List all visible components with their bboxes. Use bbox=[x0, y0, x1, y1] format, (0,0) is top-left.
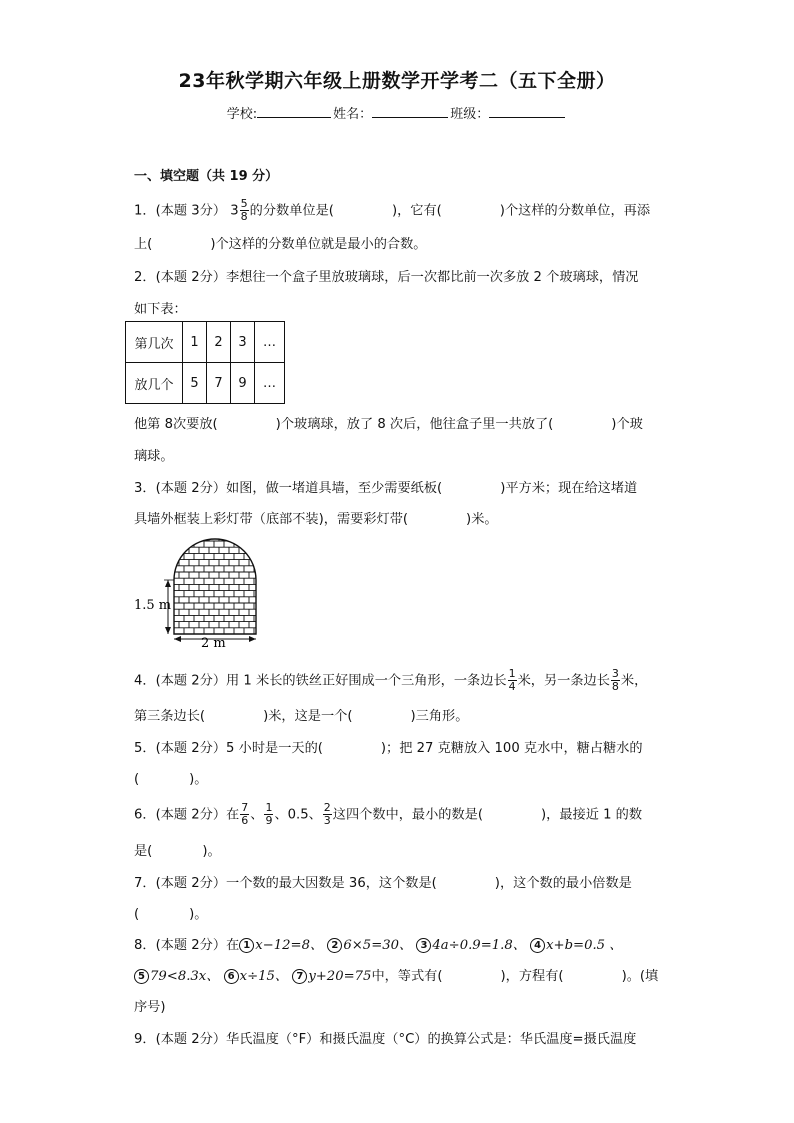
table-cell: 7 bbox=[207, 363, 231, 404]
q2-text-c: 他第 8次要放( bbox=[134, 417, 218, 432]
height-arrow-head-bottom bbox=[165, 627, 171, 634]
q8-expr-5: 79<8.3x、 bbox=[150, 969, 220, 984]
page-title: 23年秋学期六年级上册数学开学考二（五下全册） bbox=[178, 70, 616, 92]
q1-text-f: )个这样的分数单位就是最小的合数。 bbox=[210, 237, 427, 252]
q8-number-3: 3 bbox=[416, 938, 431, 953]
table-cell: 3 bbox=[231, 322, 255, 363]
q8-expr-1: x−12=8、 bbox=[255, 938, 324, 953]
q8-expr-4: x+b=0.5 、 bbox=[546, 938, 623, 953]
q1-line2 bbox=[134, 233, 427, 252]
q6-f3-denominator: 3 bbox=[323, 814, 331, 827]
q4-f2-numerator: 3 bbox=[611, 667, 619, 680]
q1-denominator: 8 bbox=[240, 210, 248, 223]
q1-numerator: 5 bbox=[240, 197, 248, 210]
q8-line2 bbox=[134, 965, 658, 984]
q4-fraction-1 bbox=[508, 668, 517, 693]
q6-sep-2: 、0.5、 bbox=[274, 807, 322, 823]
class-label: 班级： bbox=[450, 107, 490, 122]
q1-fraction bbox=[240, 198, 249, 223]
table-cell: … bbox=[255, 322, 285, 363]
q1-whole: 3 bbox=[230, 203, 239, 219]
q4-text-a: 4．(本题 2分）用 1 米长的铁丝正好围成一个三角形，一条边长 bbox=[134, 673, 507, 689]
q8-text-b: 中，等式有( bbox=[371, 969, 443, 984]
q6-text-a: 6．(本题 2分）在 bbox=[134, 807, 240, 823]
q2-line3 bbox=[134, 413, 643, 432]
q1-text-b: 的分数单位是( bbox=[249, 203, 334, 219]
q1-text-e: 上( bbox=[134, 237, 153, 252]
q4-fraction-2 bbox=[611, 668, 620, 693]
q8-number-7: 7 bbox=[292, 969, 307, 984]
q8-expr-2: 6×5=30、 bbox=[343, 938, 413, 953]
q5-line2 bbox=[134, 768, 208, 787]
q7-line1 bbox=[134, 872, 632, 891]
q1-text-c: )，它有( bbox=[391, 203, 442, 219]
q6-fraction-3 bbox=[323, 802, 332, 827]
width-arrow-head-left bbox=[174, 636, 181, 642]
q6-f2-numerator: 1 bbox=[265, 801, 273, 814]
q3-text-b: )平方米；现在给这堵道 bbox=[500, 481, 638, 496]
q6-text-d: 是( bbox=[134, 844, 153, 859]
q8-number-2: 2 bbox=[327, 938, 342, 953]
table-cell: 第几次 bbox=[126, 322, 183, 363]
table-row bbox=[126, 322, 285, 363]
q8-number-1: 1 bbox=[239, 938, 254, 953]
sequence-table bbox=[125, 321, 285, 404]
height-arrow-head-top bbox=[165, 580, 171, 587]
q7-line2 bbox=[134, 903, 208, 922]
brick-wall-diagram bbox=[132, 538, 262, 650]
q1-label: 1．(本题 3分） bbox=[134, 203, 227, 219]
q8-expr-6: x÷15、 bbox=[239, 969, 289, 984]
q2-line2: 如下表： bbox=[134, 302, 187, 317]
class-blank[interactable] bbox=[489, 105, 565, 118]
q5-line1 bbox=[134, 737, 643, 756]
height-label: 1.5 m bbox=[134, 598, 172, 613]
q4-line1 bbox=[134, 668, 647, 693]
q4-text-b: 米，另一条边长 bbox=[517, 673, 610, 689]
student-info bbox=[0, 103, 794, 122]
school-blank[interactable] bbox=[257, 105, 331, 118]
table-row bbox=[126, 363, 285, 404]
q3-line2 bbox=[134, 508, 498, 527]
q8-line3: 序号) bbox=[134, 1000, 166, 1015]
table-cell: 2 bbox=[207, 322, 231, 363]
q9-line1: 9．(本题 2分）华氏温度（°F）和摄氏温度（°C）的换算公式是：华氏温度=摄氏温度 bbox=[134, 1032, 637, 1047]
q8-expr-3: 4a÷0.9=1.8、 bbox=[432, 938, 526, 953]
q4-text-e: )米，这是一个( bbox=[263, 709, 353, 724]
q8-number-6: 6 bbox=[224, 969, 239, 984]
q3-text-a: 3．(本题 2分）如图，做一堵道具墙，至少需要纸板( bbox=[134, 481, 443, 496]
q4-text-g: )三角形。 bbox=[410, 709, 469, 724]
q5-text-c: ( bbox=[134, 772, 140, 787]
q6-text-b: 这四个数中，最小的数是( bbox=[332, 807, 484, 823]
q8-text-d: )。(填 bbox=[621, 969, 659, 984]
q6-fraction-2 bbox=[264, 802, 273, 827]
q6-text-c: )，最接近 1 的数 bbox=[541, 807, 643, 823]
table-cell: 1 bbox=[183, 322, 207, 363]
q2-text-e: )个玻 bbox=[611, 417, 643, 432]
q6-f1-denominator: 6 bbox=[241, 814, 249, 827]
q7-text-d: )。 bbox=[189, 907, 208, 922]
width-label: 2 m bbox=[201, 636, 226, 650]
q6-f3-numerator: 2 bbox=[323, 801, 331, 814]
q6-fraction-1 bbox=[240, 802, 249, 827]
q5-text-b: )；把 27 克糖放入 100 克水中，糖占糖水的 bbox=[380, 741, 643, 756]
q7-text-a: 7．(本题 2分）一个数的最大因数是 36，这个数是( bbox=[134, 876, 437, 891]
width-arrow-head-right bbox=[249, 636, 256, 642]
q2-text-d: )个玻璃球，放了 8 次后，他往盒子里一共放了( bbox=[275, 417, 554, 432]
q6-text-e: )。 bbox=[202, 844, 221, 859]
school-label: 学校: bbox=[226, 107, 258, 122]
q8-line1 bbox=[134, 934, 622, 953]
q8-number-4: 4 bbox=[530, 938, 545, 953]
table-cell: 5 bbox=[183, 363, 207, 404]
q8-expr-7: y+20=75 bbox=[308, 969, 372, 984]
name-label: 姓名： bbox=[333, 107, 373, 122]
q6-sep-1: 、 bbox=[250, 807, 264, 823]
brick-pattern bbox=[172, 538, 262, 638]
q4-f1-numerator: 1 bbox=[508, 667, 516, 680]
q6-line2 bbox=[134, 840, 221, 859]
q6-f2-denominator: 9 bbox=[265, 814, 273, 827]
name-blank[interactable] bbox=[372, 105, 448, 118]
q6-f1-numerator: 7 bbox=[241, 801, 249, 814]
q4-f1-denominator: 4 bbox=[508, 680, 516, 693]
q4-line2 bbox=[134, 705, 468, 724]
q4-text-c: 米， bbox=[620, 673, 648, 689]
q7-text-c: ( bbox=[134, 907, 140, 922]
q2-line1: 2．(本题 2分）李想往一个盒子里放玻璃球，后一次都比前一次多放 2 个玻璃球，情况 bbox=[134, 270, 639, 285]
q2-line4: 璃球。 bbox=[134, 449, 174, 464]
table-cell: 放几个 bbox=[126, 363, 183, 404]
q8-text-a: 8．(本题 2分）在 bbox=[134, 938, 240, 953]
q3-line1 bbox=[134, 477, 637, 496]
q3-text-d: )米。 bbox=[466, 512, 498, 527]
table-cell: … bbox=[255, 363, 285, 404]
q5-text-a: 5．(本题 2分）5 小时是一天的( bbox=[134, 741, 323, 756]
q5-text-d: )。 bbox=[189, 772, 208, 787]
q6-line1 bbox=[134, 802, 642, 827]
table-cell: 9 bbox=[231, 363, 255, 404]
q8-text-c: )，方程有( bbox=[500, 969, 564, 984]
q1-line1 bbox=[134, 198, 650, 223]
q8-number-5: 5 bbox=[134, 969, 149, 984]
q4-text-d: 第三条边长( bbox=[134, 709, 206, 724]
q4-f2-denominator: 8 bbox=[611, 680, 619, 693]
q7-text-b: )，这个数的最小倍数是 bbox=[494, 876, 632, 891]
section-heading: 一、填空题（共 19 分） bbox=[134, 169, 279, 184]
q1-text-d: )个这样的分数单位，再添 bbox=[499, 203, 651, 219]
q3-text-c: 具墙外框装上彩灯带（底部不装)，需要彩灯带( bbox=[134, 512, 409, 527]
